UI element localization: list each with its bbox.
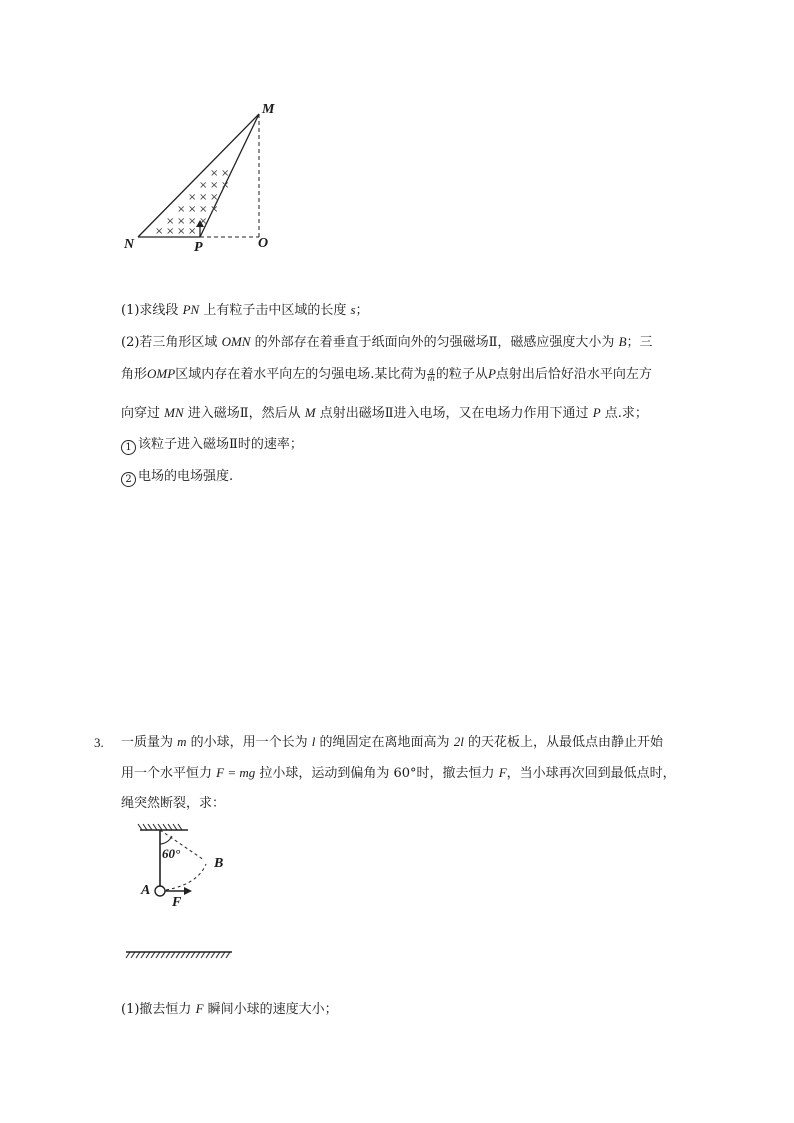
field-cross: × (210, 204, 219, 215)
field-cross: × (188, 216, 197, 227)
ceiling-hatch-line (178, 824, 182, 830)
label-N: N (124, 237, 135, 252)
field-cross: × (166, 226, 175, 237)
field-cross: × (210, 180, 219, 191)
field-cross: × (188, 192, 197, 203)
pendulum-diagram (120, 822, 240, 962)
angle-label: 60° (162, 846, 181, 861)
ground-hatch-line (221, 952, 225, 958)
q2-sub1: 1 该粒子进入磁场Ⅱ时的速率； (121, 437, 303, 455)
ground-hatch-line (161, 952, 165, 958)
pendulum-figure (120, 822, 240, 962)
ground-hatch-line (191, 952, 195, 958)
label-A: A (141, 883, 151, 898)
triangle-figure (118, 100, 288, 260)
label-M: M (262, 102, 275, 117)
ground-hatch-line (201, 952, 205, 958)
field-cross: × (199, 216, 208, 227)
ground-hatch-line (186, 952, 190, 958)
dashed-trajectory (166, 864, 206, 890)
ground-hatch-line (141, 952, 145, 958)
ground-hatch-line (156, 952, 160, 958)
q2-part1: (1)求线段 PN 上有粒子击中区域的长度 s； (121, 302, 369, 318)
ground-hatch-line (166, 952, 170, 958)
edge-PM (200, 114, 259, 237)
ball-A (155, 886, 165, 896)
q3-line1: 一质量为 m 的小球，用一个长为 l 的绳固定在离地面高为 2l 的天花板上，从最低点由静止开始 (121, 734, 663, 750)
field-cross: × (166, 216, 175, 227)
magnetic-field-marks (155, 168, 229, 237)
field-cross: × (221, 180, 230, 191)
ceiling-hatch-line (138, 824, 142, 830)
field-cross: × (199, 192, 208, 203)
field-cross: × (188, 204, 197, 215)
ground-hatch-line (126, 952, 130, 958)
ground-hatch-line (211, 952, 215, 958)
charge-mass-fraction: $\frac{q}{m}$ (427, 366, 435, 383)
circled-number-2: 2 (121, 472, 136, 487)
ground-hatch-line (146, 952, 150, 958)
ground-hatch-line (131, 952, 135, 958)
ground-hatch-line (216, 952, 220, 958)
q3-part1: (1)撤去恒力 F 瞬间小球的速度大小； (121, 1001, 338, 1017)
field-cross: × (210, 168, 219, 179)
label-B: B (214, 856, 224, 871)
q2-part2-line2: 角形OMP区域内存在着水平向左的匀强电场.某比荷为 $\frac{q}{m}$ 的粒子从P点射出后恰好沿水平向左方 (121, 366, 652, 383)
ceiling-hatch-line (168, 824, 172, 830)
ground-hatch-line (136, 952, 140, 958)
ceiling-hatch-line (153, 824, 157, 830)
q2-part2-line1: (2)若三角形区域 OMN 的外部存在着垂直于纸面向外的匀强磁场Ⅱ，磁感应强度大小为 B；三 (121, 334, 653, 350)
force-arrowhead (184, 887, 192, 895)
label-F: F (172, 895, 182, 910)
ceiling-hatch-line (148, 824, 152, 830)
field-cross: × (177, 226, 186, 237)
ceiling-hatch-line (158, 824, 162, 830)
ground-hatch-line (171, 952, 175, 958)
field-cross: × (199, 204, 208, 215)
ground-hatch-line (206, 952, 210, 958)
ceiling-hatch-line (143, 824, 147, 830)
ground-hatch-line (226, 952, 230, 958)
q3-number: 3. (94, 735, 104, 750)
field-cross: × (177, 204, 186, 215)
ground-hatch-line (176, 952, 180, 958)
field-cross: × (221, 168, 230, 179)
field-cross: × (177, 216, 186, 227)
ground-hatch-line (181, 952, 185, 958)
circled-number-1: 1 (121, 440, 136, 455)
q3-line2: 用一个水平恒力 F = mg 拉小球，运动到偏角为 60°时，撤去恒力 F，当小球再次回到最低点时， (121, 765, 676, 781)
field-cross: × (199, 180, 208, 191)
label-P: P (194, 240, 203, 255)
ground-hatch-line (151, 952, 155, 958)
field-cross: × (188, 226, 197, 237)
q2-sub2: 2 电场的电场强度. (121, 469, 233, 487)
ceiling-hatch-line (173, 824, 177, 830)
q3-line3: 绳突然断裂，求： (121, 796, 226, 811)
ground-hatch-line (196, 952, 200, 958)
ceiling-hatch-line (163, 824, 167, 830)
label-O: O (258, 236, 269, 251)
field-cross: × (210, 192, 219, 203)
field-cross: × (155, 226, 164, 237)
q2-part2-line3: 向穿过 MN 进入磁场Ⅱ，然后从 M 点射出磁场Ⅱ进入电场，又在电场力作用下通过 P 点.求； (121, 405, 648, 421)
